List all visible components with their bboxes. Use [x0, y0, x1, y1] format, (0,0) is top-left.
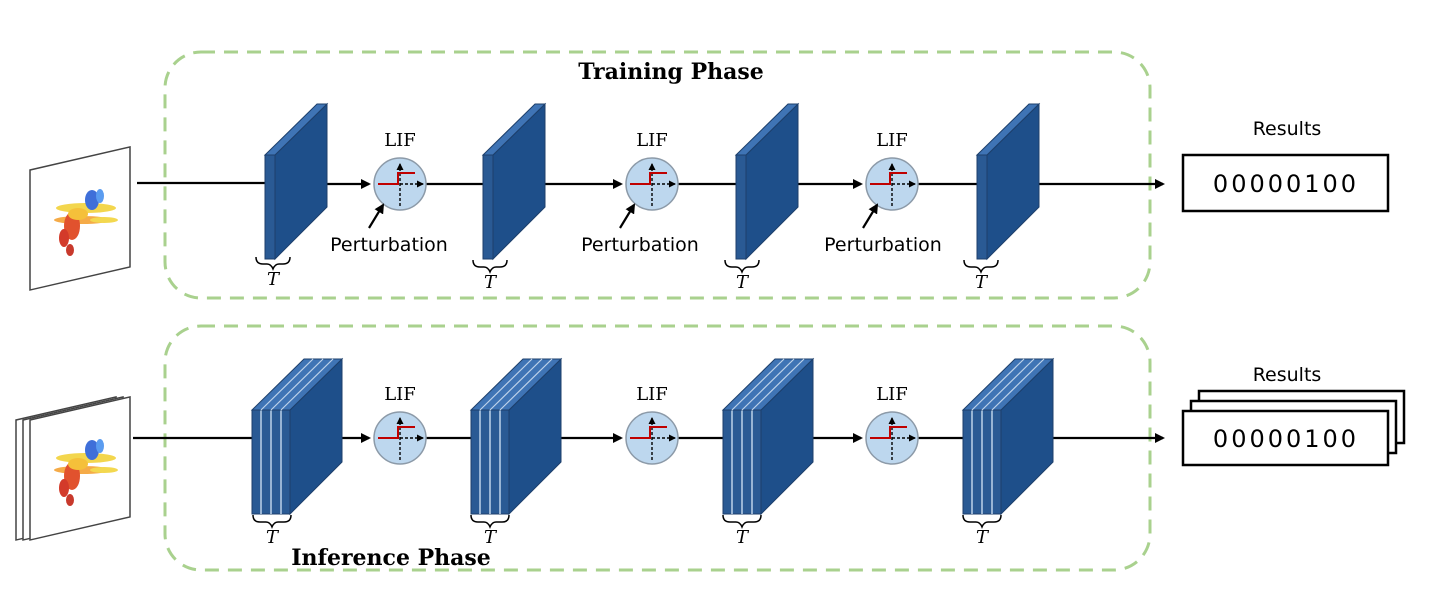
inference-layer-1	[252, 359, 342, 514]
training-lif-neuron-2	[626, 158, 678, 210]
perturbation-label-3: Perturbation	[824, 234, 942, 256]
training-lif-label-3: LIF	[876, 130, 908, 151]
inference-lif-label-2: LIF	[636, 384, 668, 405]
training-layer-1	[265, 104, 327, 259]
svg-text:T: T	[974, 272, 988, 293]
perturbation-arrow-2	[620, 205, 634, 228]
inference-input-images	[16, 397, 130, 540]
inference-lif-label-1: LIF	[384, 384, 416, 405]
inference-time-brace-4	[963, 515, 1001, 548]
svg-text:T: T	[483, 527, 497, 548]
svg-text:T: T	[735, 527, 749, 548]
training-layer-4	[977, 104, 1039, 259]
training-time-brace-2	[473, 260, 507, 293]
training-layer-2	[483, 104, 545, 259]
inference-time-brace-2	[471, 515, 509, 548]
perturbation-label-2: Perturbation	[581, 234, 699, 256]
training-results-label: Results	[1252, 118, 1322, 140]
perturbation-label-1: Perturbation	[330, 234, 448, 256]
inference-layer-4	[963, 359, 1053, 514]
inference-results-value: 00000100	[1212, 425, 1360, 453]
inference-lif-neuron-3	[866, 412, 918, 464]
inference-layer-3	[723, 359, 813, 514]
training-time-brace-4	[964, 260, 998, 293]
inference-results-label: Results	[1252, 364, 1322, 386]
svg-text:T: T	[483, 272, 497, 293]
inference-lif-neuron-1	[374, 412, 426, 464]
perturbation-arrow-1	[369, 205, 383, 228]
svg-text:T: T	[266, 269, 280, 290]
training-input-image	[30, 147, 130, 290]
perturbation-arrow-3	[863, 205, 877, 228]
inference-lif-neuron-2	[626, 412, 678, 464]
inference-layer-2	[471, 359, 561, 514]
training-time-brace-3	[725, 260, 759, 293]
training-layer-3	[736, 104, 798, 259]
training-time-brace-1	[256, 257, 290, 290]
training-lif-neuron-1	[374, 158, 426, 210]
svg-text:T: T	[975, 527, 989, 548]
svg-text:T: T	[735, 272, 749, 293]
training-lif-label-2: LIF	[636, 130, 668, 151]
inference-lif-label-3: LIF	[876, 384, 908, 405]
training-lif-neuron-3	[866, 158, 918, 210]
inference-phase-title: Inference Phase	[291, 545, 491, 571]
inference-time-brace-3	[723, 515, 761, 548]
svg-text:T: T	[265, 527, 279, 548]
training-results-value: 00000100	[1212, 170, 1360, 198]
inference-time-brace-1	[253, 515, 291, 548]
training-lif-label-1: LIF	[384, 130, 416, 151]
training-phase	[30, 52, 1388, 298]
inference-phase	[16, 326, 1404, 571]
training-phase-title: Training Phase	[578, 59, 764, 85]
